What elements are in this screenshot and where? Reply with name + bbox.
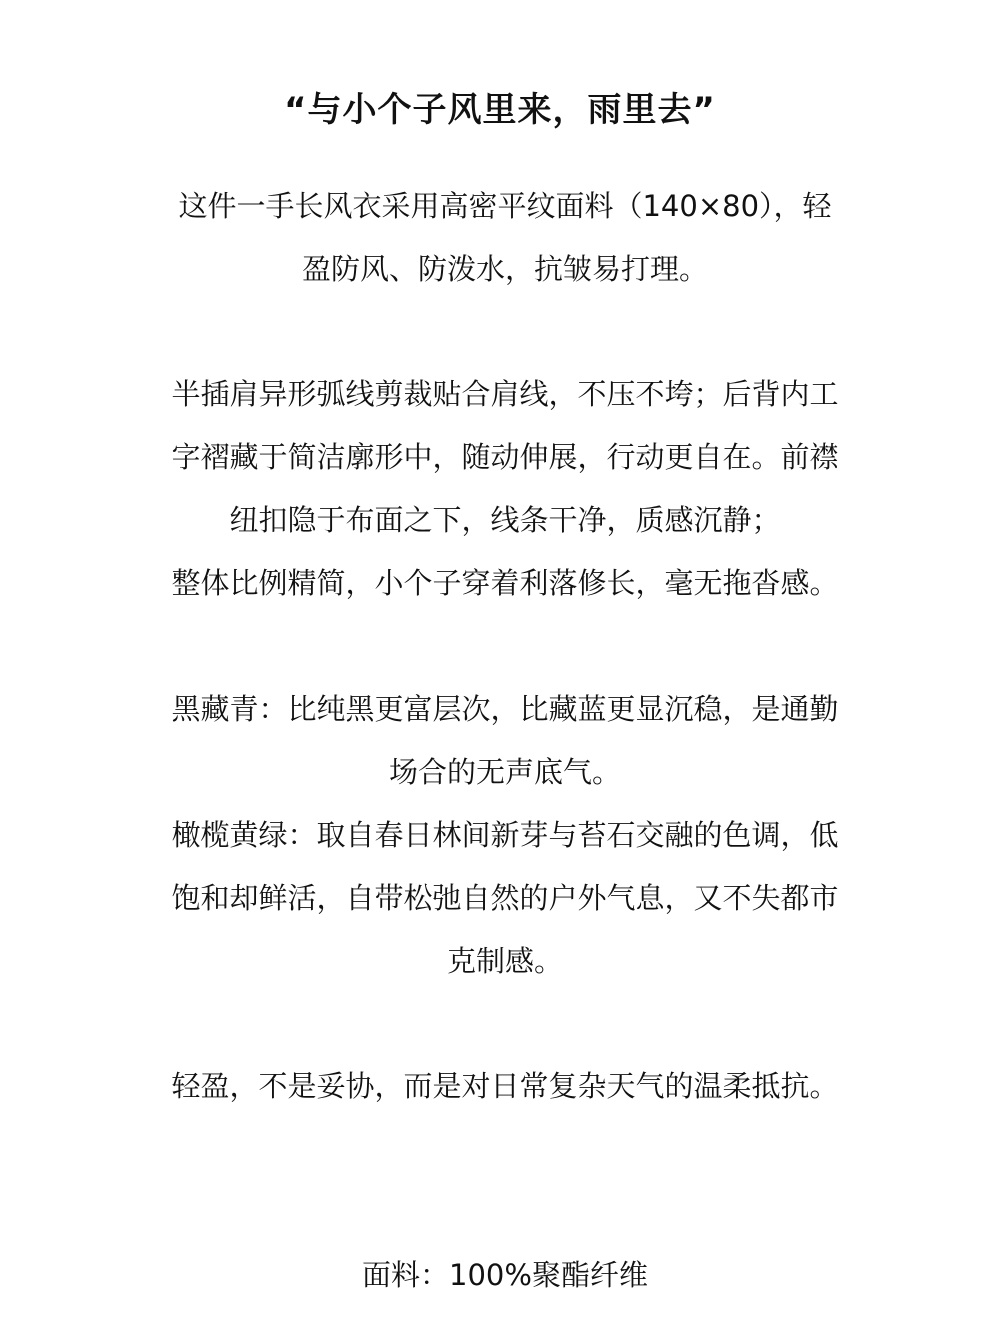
paragraph-line: 场合的无声底气。 bbox=[388, 755, 621, 789]
paragraph-line: 半插肩异形弧线剪裁贴合肩线，不压不垮；后背内工 bbox=[171, 377, 839, 411]
paragraph-line: 这件一手长风衣采用高密平纹面料（140×80），轻 bbox=[178, 189, 832, 223]
paragraph-line: 轻盈，不是妥协，而是对日常复杂天气的温柔抵抗。 bbox=[171, 1069, 839, 1103]
paragraph-line: 盈防风、防泼水，抗皱易打理。 bbox=[301, 252, 708, 286]
paragraph-fabric-intro bbox=[150, 175, 860, 301]
paragraph-cut-details bbox=[150, 363, 860, 615]
paragraph-line: 克制感。 bbox=[446, 944, 563, 978]
paragraph-line: 整体比例精简，小个子穿着利落修长，毫无拖沓感。 bbox=[171, 566, 839, 600]
paragraph-colors bbox=[150, 678, 860, 993]
paragraph-material bbox=[150, 1244, 860, 1307]
paragraph-line: 纽扣隐于布面之下，线条干净，质感沉静； bbox=[229, 503, 781, 537]
paragraph-line: 饱和却鲜活，自带松弛自然的户外气息，又不失都市 bbox=[171, 881, 839, 915]
paragraph-line: 面料：100%聚酯纤维 bbox=[362, 1258, 648, 1292]
paragraph-line: 黑藏青：比纯黑更富层次，比藏蓝更显沉稳，是通勤 bbox=[171, 692, 839, 726]
paragraph-line: 橄榄黄绿：取自春日林间新芽与苔石交融的色调，低 bbox=[171, 818, 839, 852]
page-title: “与小个子风里来，雨里去” bbox=[284, 90, 716, 130]
paragraph-line: 字褶藏于简洁廓形中，随动伸展，行动更自在。前襟 bbox=[171, 440, 839, 474]
paragraph-tagline bbox=[150, 1055, 860, 1118]
